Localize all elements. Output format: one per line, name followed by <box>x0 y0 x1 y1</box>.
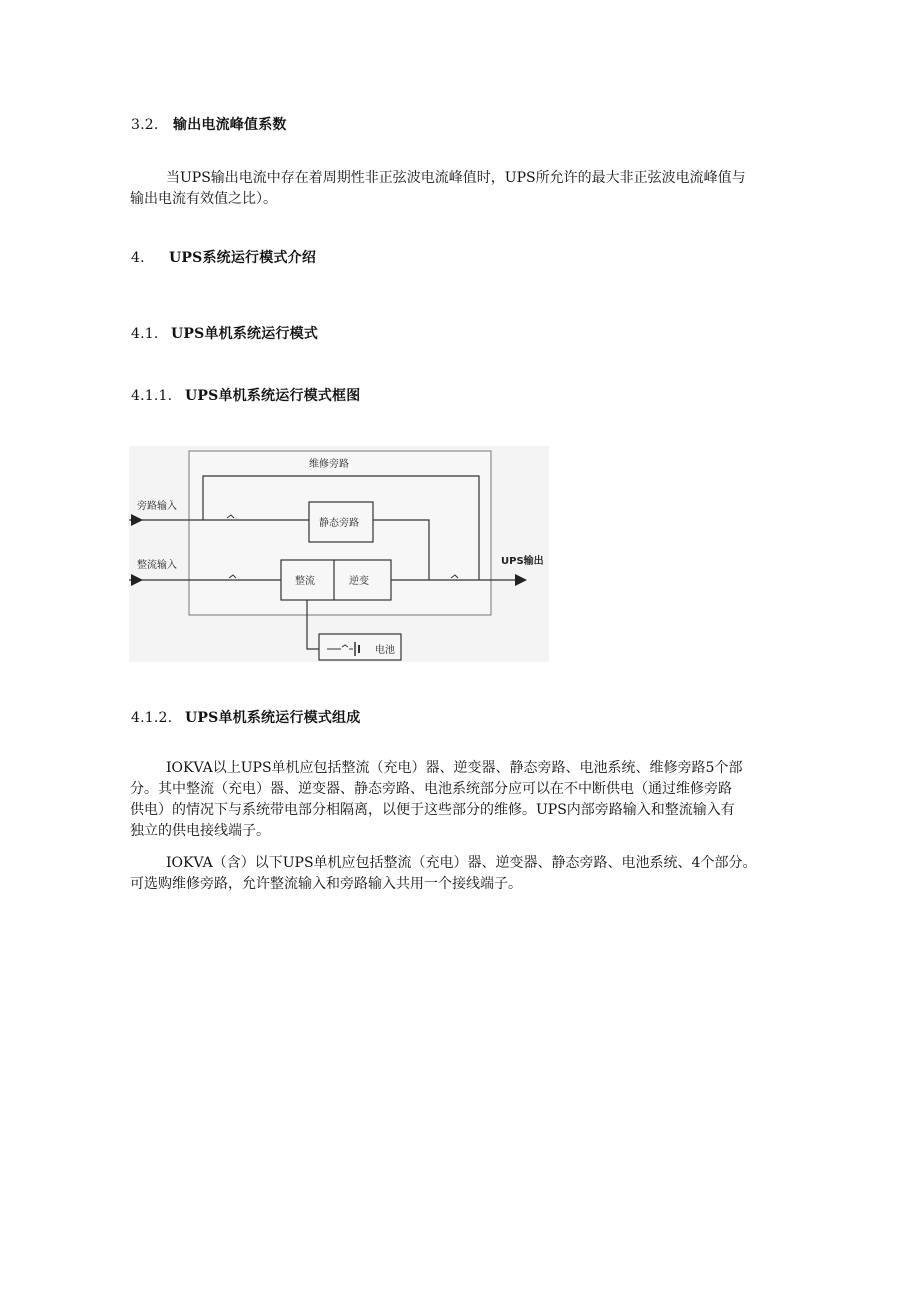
paragraph-line: 可选购维修旁路，允许整流输入和旁路输入共用一个接线端子。 <box>130 876 522 892</box>
paragraph-components-below <box>130 853 820 895</box>
heading-3-2 <box>131 114 287 134</box>
ups-block-diagram <box>129 446 549 662</box>
heading-title: UPS单机系统运行模式 <box>171 326 319 342</box>
paragraph-line: 分。其中整流（充电）器、逆变器、静态旁路、电池系统部分应可以在不中断供电（通过维修旁路 <box>130 781 732 797</box>
paragraph-components-above <box>130 758 820 842</box>
rectifier-label: 整流 <box>295 576 315 587</box>
heading-number: 4.1. <box>131 326 159 342</box>
rectifier-input-label: 整流输入 <box>137 560 177 571</box>
heading-4-1 <box>131 323 318 343</box>
heading-number: 3.2. <box>131 117 159 133</box>
heading-4 <box>131 247 316 267</box>
inverter-label: 逆变 <box>349 576 369 587</box>
heading-number: 4. <box>131 250 145 266</box>
heading-4-1-2 <box>131 707 360 727</box>
paragraph-line: IOKVA以上UPS单机应包括整流（充电）器、逆变器、静态旁路、电池系统、维修旁路5个部 <box>166 760 743 776</box>
heading-title: UPS单机系统运行模式框图 <box>185 388 361 404</box>
heading-number: 4.1.1. <box>131 388 173 404</box>
paragraph-line: IOKVA（含）以下UPS单机应包括整流（充电）器、逆变器、静态旁路、电池系统、4个部分。 <box>166 855 757 871</box>
static-bypass-label: 静态旁路 <box>319 518 359 529</box>
heading-title: UPS单机系统运行模式组成 <box>185 710 361 726</box>
ups-output-label: UPS输出 <box>501 556 544 567</box>
heading-4-1-1 <box>131 385 360 405</box>
paragraph-line: 当UPS输出电流中存在着周期性非正弦波电流峰值时，UPS所允许的最大非正弦波电流峰值与 <box>166 170 746 186</box>
maintenance-bypass-label: 维修旁路 <box>309 459 349 470</box>
heading-title: UPS系统运行模式介绍 <box>169 250 317 266</box>
paragraph-line: 供电）的情况下与系统带电部分相隔离，以便于这些部分的维修。UPS内部旁路输入和整流输入有 <box>130 802 735 818</box>
heading-title: 输出电流峰值系数 <box>173 117 287 133</box>
paragraph-line: 输出电流有效值之比）。 <box>130 191 277 207</box>
battery-label: 电池 <box>375 645 395 656</box>
bypass-input-label: 旁路输入 <box>137 501 177 512</box>
heading-number: 4.1.2. <box>131 710 173 726</box>
paragraph-line: 独立的供电接线端子。 <box>130 823 270 839</box>
paragraph-peak-factor <box>130 168 810 210</box>
